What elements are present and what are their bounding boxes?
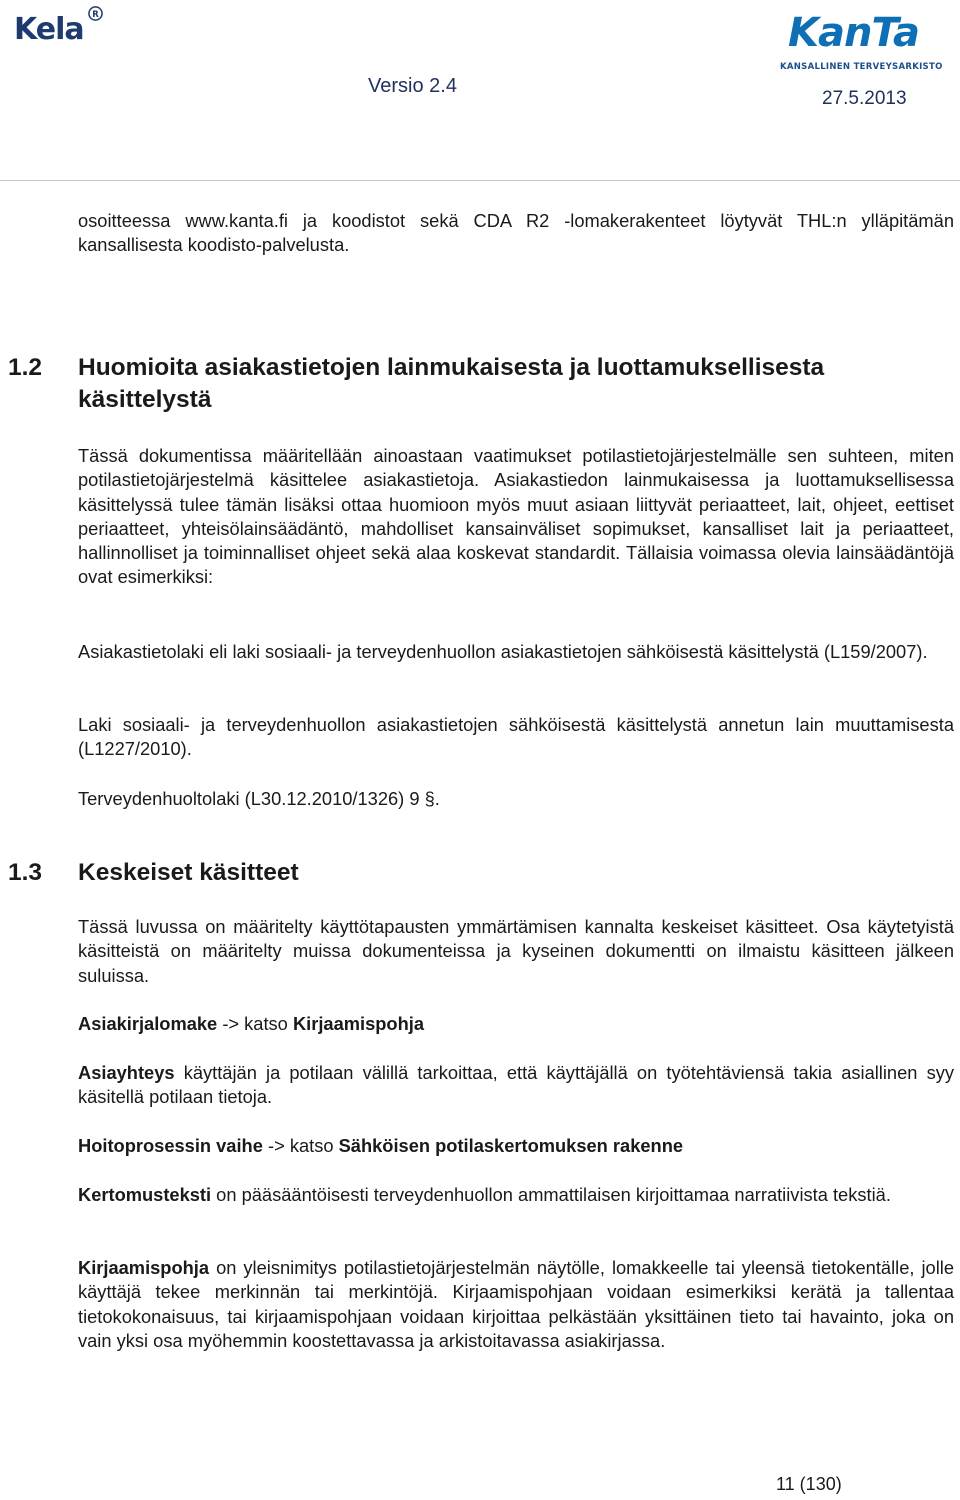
section-1-3-intro: Tässä luvussa on määritelty käyttötapausten ymmärtämisen kannalta keskeiset käsitteet. Osa käytetyistä käsitteistä on määritelty muissa dokumenteissa ja kyseinen dokumentti on ilmaistu käsitteen jälkeen suluissa.: [78, 916, 954, 986]
page-number: 11 (130): [776, 1474, 842, 1494]
svg-text:R: R: [92, 8, 99, 19]
section-1-2-title: Huomioita asiakastietojen lainmukaisesta ja luottamuksellisesta käsittelystä: [78, 354, 825, 413]
kela-logo-text: Kela: [14, 12, 84, 47]
section-1-3-number: 1.3: [8, 859, 43, 886]
kela-crown-icon: [88, 6, 103, 21]
term-text: -> katso: [262, 1135, 339, 1156]
section-1-3-title: Keskeiset käsitteet: [78, 859, 299, 886]
section-1-2-paragraph-1: Tässä dokumentissa määritellään ainoastaan vaatimukset potilastietojärjestelmälle sen suhteen, miten potilastietojärjestelmä käsittelee asiakastietoja. Asiakastiedon lainmukaisessa ja luottamuksellisessa käsittelyssä tulee tämän lisäksi ottaa huomioon myös muut asiaan liittyvät periaatteet, lait, ohjeet, eettiset periaatteet, yhteisölainsäädäntö, mahdolliset kansainväliset sopimukset, kansalliset lait ja periaatteet, hallinnolliset ja toiminnalliset ohjeet sekä alaa koskevat standardit. Tällaisia voimassa olevia lainsäädäntöjä ovat esimerkiksi:: [78, 445, 954, 588]
term-ref: Sähköisen potilaskertomuksen rakenne: [338, 1135, 684, 1156]
kanta-logo-text: KanTa: [788, 10, 919, 56]
term-text: käyttäjän ja potilaan välillä tarkoittaa, että käyttäjällä on työtehtäviensä takia asiallinen syy käsitellä potilaan tietoja.: [78, 1062, 954, 1108]
kanta-logo: [770, 8, 946, 76]
term-asiayhteys: [78, 1061, 954, 1110]
intro-paragraph: osoitteessa www.kanta.fi ja koodistot sekä CDA R2 -lomakerakenteet löytyvät THL:n ylläpitämän kansallisesta koodisto-palvelusta.: [78, 210, 954, 256]
document-version: Versio 2.4: [368, 75, 457, 97]
term-kirjaamispohja: [78, 1256, 954, 1353]
term-kertomusteksti: [78, 1183, 954, 1207]
term-asiakirjalomake: [78, 1012, 954, 1036]
section-1-2-number: 1.2: [8, 354, 43, 381]
term-name: Hoitoprosessin vaihe: [78, 1135, 263, 1156]
term-hoitoprosessin-vaihe: [78, 1134, 954, 1158]
document-date: 27.5.2013: [822, 88, 907, 109]
term-name: Kertomusteksti: [78, 1184, 212, 1205]
section-1-2-paragraph-2: Asiakastietolaki eli laki sosiaali- ja terveydenhuollon asiakastietojen sähköisestä käsittelystä (L159/2007).: [78, 641, 928, 662]
kela-logo: [14, 4, 114, 50]
section-1-2-paragraph-3: Laki sosiaali- ja terveydenhuollon asiakastietojen sähköisestä käsittelystä annetun lain muuttamisesta (L1227/2010).: [78, 714, 954, 760]
term-name: Asiakirjalomake: [78, 1013, 218, 1034]
term-name: Kirjaamispohja: [78, 1257, 210, 1278]
term-name: Asiayhteys: [78, 1062, 175, 1083]
header-divider: [0, 180, 960, 181]
term-text: on pääsääntöisesti terveydenhuollon ammattilaisen kirjoittamaa narratiivista tekstiä.: [211, 1184, 891, 1205]
term-text: on yleisnimitys potilastietojärjestelmän näytölle, lomakkeelle tai yleensä tietokentälle, jolle käyttäjä tekee merkinnän tai merkintöjä. Kirjaamispohjaan voidaan esimerkiksi kerätä ja tallentaa tietokokonaisuus, tai kirjaamispohjaan voidaan kirjoittaa pelkästään yksittäinen tieto tai havainto, joka on vain yksi osa myöhemmin koostettavassa ja arkistoitavassa asiakirjassa.: [78, 1257, 954, 1351]
section-1-2-paragraph-4: Terveydenhuoltolaki (L30.12.2010/1326) 9 §.: [78, 788, 440, 809]
kanta-logo-subtitle: KANSALLINEN TERVEYSARKISTO: [780, 62, 943, 72]
term-text: -> katso: [217, 1013, 293, 1034]
term-ref: Kirjaamispohja: [292, 1013, 424, 1034]
